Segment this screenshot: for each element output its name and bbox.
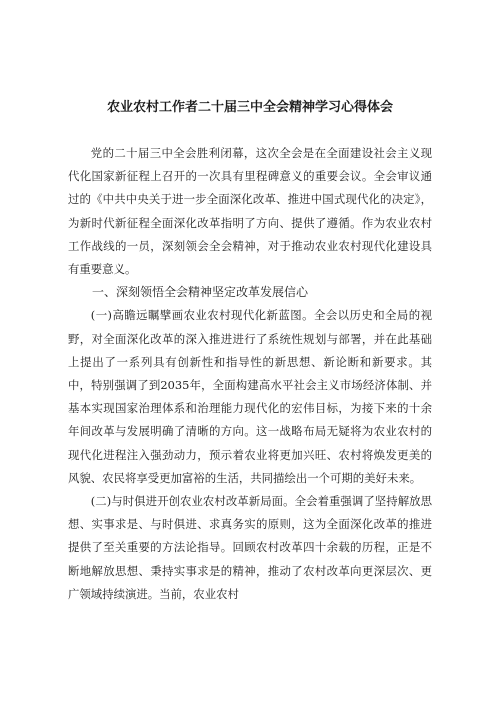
paragraph-1: (一)高瞻远瞩擘画农业农村现代化新蓝图。全会以历史和全局的视野，对全面深化改革的深入推进进行了系统性规划与部署，并在此基础上提出了一系列具有创新性和指导性的新思想、新论断和新要求。其中，特别强调了到2035年，全面构建高水平社会主义市场经济体制、并基本实现国家治理体系和治理能力现代化的宏伟目标，为接下来的十余年间改革与发展明确了清晰的方向。这一战略布局无疑将为农业农村的现代化进程注入强劲动力，预示着农业将更加兴旺、农村将焕发更美的风貌、农民将享受更加富裕的生活，共同描绘出一个可期的美好未来。	[68, 308, 432, 485]
document-body	[68, 142, 432, 606]
intro-paragraph: 党的二十届三中全会胜利闭幕，这次全会是在全面建设社会主义现代化国家新征程上召开的一次具有里程碑意义的重要会议。全会审议通过的《中共中央关于进一步全面深化改革、推进中国式现代化的决定》，为新时代新征程全面深化改革指明了方向、提供了遵循。作为农业农村工作战线的一员，深刻领会全会精神，对于推动农业农村现代化建设具有重要意义。	[68, 146, 432, 277]
section-heading-1: 一、深刻领悟全会精神坚定改革发展信心	[92, 285, 309, 300]
paragraph-2: (二)与时俱进开创农业农村改革新局面。全会着重强调了坚持解放思想、实事求是、与时俱进、求真务实的原则，这为全面深化改革的推进提供了至关重要的方法论指导。回顾农村改革四十余载的历程，正是不断地解放思想、秉持实事求是的精神，推动了农村改革向更深层次、更广领域持续演进。当前，农业农村	[68, 494, 432, 601]
document-title: 农业农村工作者二十届三中全会精神学习心得体会	[106, 100, 393, 115]
